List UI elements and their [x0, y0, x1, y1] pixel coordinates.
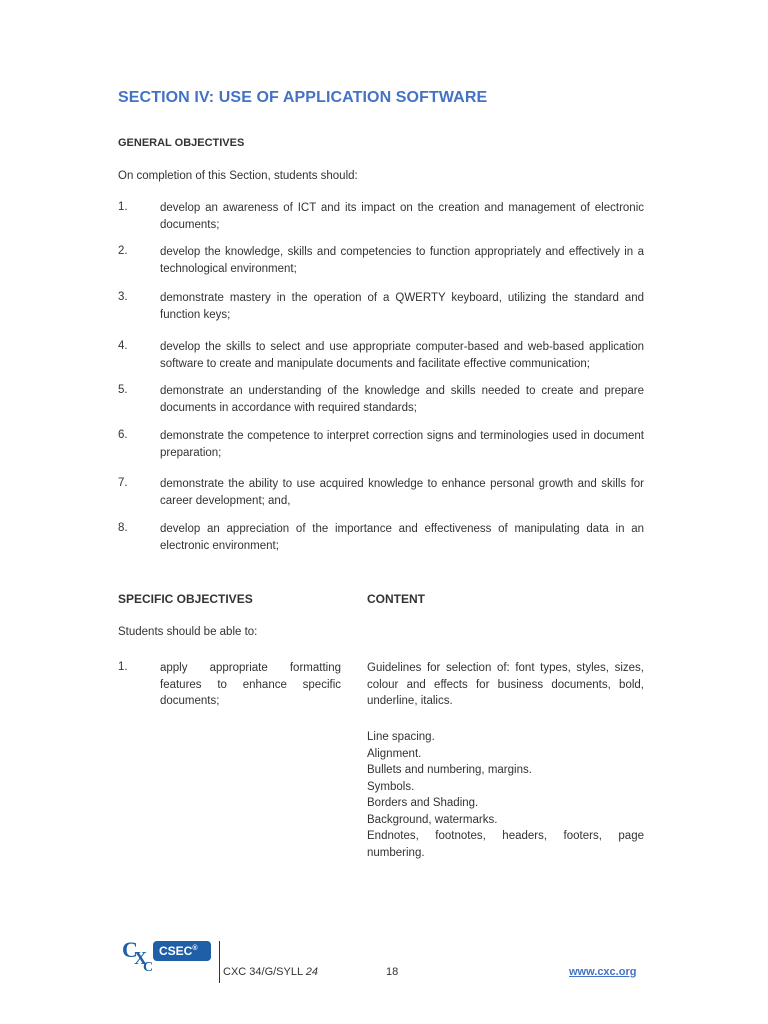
objective-number: 7. [118, 477, 128, 489]
content-line: Endnotes, footnotes, headers, footers, page numbering. [367, 830, 644, 859]
objective-number: 4. [118, 340, 128, 352]
objective-text: develop the knowledge, skills and competencies to function appropriately and effectively in a technological environment; [160, 246, 644, 275]
objective-number: 3. [118, 291, 128, 303]
csec-logo-label: CSEC® [159, 944, 198, 958]
section-title: SECTION IV: USE OF APPLICATION SOFTWARE [118, 89, 488, 106]
syllabus-code: CXC 34/G/SYLL 24 [223, 966, 318, 978]
objective-text: develop an appreciation of the importance and effectiveness of manipulating data in an electronic environment; [160, 523, 644, 552]
footer-divider [219, 941, 220, 983]
objective-number: 1. [118, 201, 128, 213]
svg-text:C: C [122, 937, 138, 962]
content-line: Line spacing. [367, 731, 435, 743]
objective-number: 5. [118, 384, 128, 396]
content-line: Alignment. [367, 747, 422, 760]
objective-text: develop an awareness of ICT and its impact on the creation and management of electronic documents; [160, 202, 644, 231]
svg-text:X: X [134, 948, 147, 968]
specific-objective-text: apply appropriate formatting features to enhance specific documents; [160, 662, 341, 707]
content-heading: CONTENT [367, 592, 425, 606]
content-list [367, 729, 644, 861]
objective-number: 8. [118, 522, 128, 534]
specific-objectives-intro: Students should be able to: [118, 626, 258, 638]
content-paragraph: Guidelines for selection of: font types, styles, sizes, colour and effects for business documents, bold, underline, italics. [367, 662, 644, 707]
svg-text:C: C [143, 960, 154, 973]
specific-objective-number: 1. [118, 661, 128, 673]
content-line: Background, watermarks. [367, 813, 498, 826]
content-line: Borders and Shading. [367, 797, 479, 809]
general-objectives-heading: GENERAL OBJECTIVES [118, 137, 245, 149]
content-line: Bullets and numbering, margins. [367, 764, 532, 776]
objective-text: develop the skills to select and use appropriate computer-based and web-based application software to create and manipulate documents and facilitate effective communication; [160, 341, 644, 370]
specific-objectives-heading: SPECIFIC OBJECTIVES [118, 592, 253, 606]
objective-text: demonstrate mastery in the operation of a QWERTY keyboard, utilizing the standard and function keys; [160, 292, 644, 321]
cxc-logo [122, 933, 216, 973]
website-link[interactable]: www.cxc.org [569, 966, 637, 978]
page-number: 18 [386, 966, 399, 978]
objective-number: 2. [118, 245, 128, 257]
general-objectives-intro: On completion of this Section, students should: [118, 170, 358, 182]
objective-text: demonstrate an understanding of the knowledge and skills needed to create and prepare documents in accordance with required standards; [160, 385, 644, 414]
objective-text: demonstrate the competence to interpret correction signs and terminologies used in document preparation; [160, 430, 644, 459]
objective-number: 6. [118, 429, 128, 441]
objective-text: demonstrate the ability to use acquired knowledge to enhance personal growth and skills for career development; and, [160, 478, 644, 507]
content-line: Symbols. [367, 780, 415, 793]
